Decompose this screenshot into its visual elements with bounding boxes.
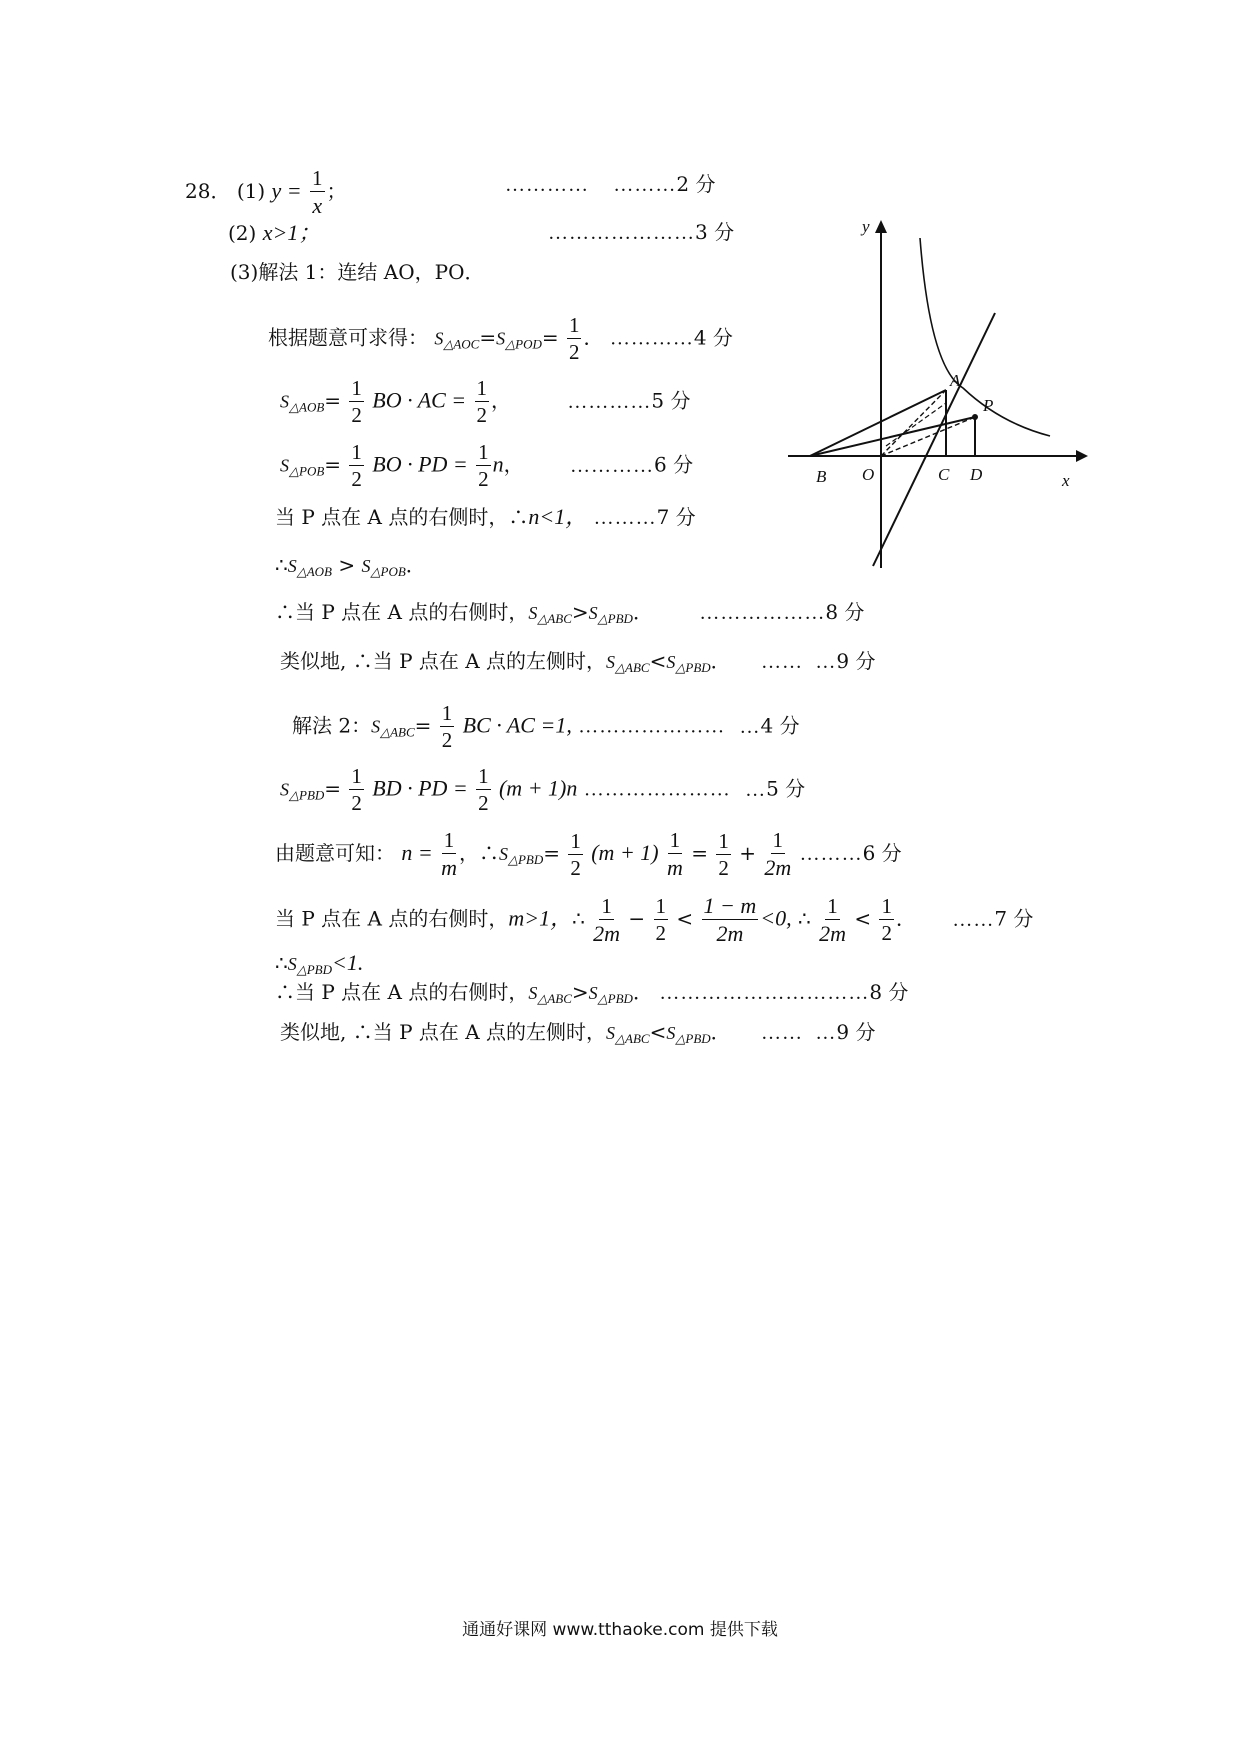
fraction-half: $\frac{1}{2}$ [568,313,580,364]
point-c-label: C [938,465,950,484]
point-b-label: B [816,467,827,486]
y-eq: y = [271,178,302,203]
method2-line: 解法 2：$S_{\triangle ABC}=$ $\frac{1}{2}$ BC · AC =1, ………………… …4 分 [292,701,800,752]
page-footer: 通通好课网 www.tthaoke.com 提供下载 [462,1620,778,1640]
y-axis-arrow [875,220,887,233]
therefore-right-line-2: ∴当 P 点在 A 点的右侧时，$S_{\triangle ABC}>S_{\triangle PBD}$． …………………………8 分 [275,980,909,1006]
score-8a: 8 分 [825,600,865,624]
part1-label: (1) [236,179,266,203]
part2-label: (2) [228,221,257,245]
similar-left-line-2: 类似地, ∴当 P 点在 A 点的左侧时，$S_{\triangle ABC}<S_{\triangle PBD}$． …… …9 分 [280,1020,876,1046]
score-6: 6 分 [653,452,694,477]
y-axis-label: y [862,218,870,236]
score-5b: 5 分 [766,776,806,801]
score-4: 4 分 [693,325,733,350]
segment-bp [810,417,975,456]
part3-label: (3)解法 1：连结 AO，PO． [230,260,485,284]
area-pob-line: $S_{\triangle POB}=$ $\frac{1}{2}$ BO · PD = $\frac{1}{2}$ n， …………6 分 [280,440,694,491]
score-6b: 6 分 [862,841,902,865]
score-line-2: …………………3 分 [548,220,735,244]
line-through-a [873,313,995,566]
when-right-line: 当 P 点在 A 点的右侧时，∴n<1， ………7 分 [275,504,696,529]
part3-line [230,262,484,282]
therefore-right-line-1: ∴当 P 点在 A 点的右侧时，$S_{\triangle ABC}>S_{\triangle PBD}$． ………………8 分 [275,600,865,626]
area-aob-line: $S_{\triangle AOB}=$ $\frac{1}{2}$ BO · AC = $\frac{1}{2}$ ， …………5 分 [280,376,691,427]
compare-aob-pob-line: $\therefore S_{\triangle AOB} > S_{\triangle POB}$． [275,553,426,579]
score-2: 2 分 [676,172,716,196]
score-9b: 9 分 [836,1020,876,1044]
x-gt-1: x>1； [262,220,321,245]
when-right-line-2: 当 P 点在 A 点的右侧时，m>1，∴ $\frac{1}{2m}$ − $\frac{1}{2}$ < $\frac{1 - m}{2m}$ <0, ∴ $\frac{1}{2m}$ < $\frac{1}{2}$ ． ……7 分 [275,893,1034,946]
point-o-label: O [862,465,875,484]
x-axis-arrow [1076,450,1088,462]
score-4b: 4 分 [760,713,800,738]
point-p-label: P [983,396,994,415]
fraction-one-over-x: $\frac{1}{x}$ [312,166,323,218]
x-axis-label: x [1062,471,1070,490]
score-line-1: ………… ………2 分 [505,172,716,196]
dashed-o-a2 [886,403,946,446]
point-d-label: D [970,465,983,484]
dashed-ao [881,390,946,456]
part2-line [228,222,320,244]
score-8b: 8 分 [869,980,909,1004]
coordinate-figure [770,218,1100,578]
segment-ba [810,390,946,456]
score-7b: 7 分 [994,906,1034,931]
score-3: 3 分 [695,220,735,244]
area-pbd-line: $S_{\triangle PBD}=$ $\frac{1}{2}$ BD · PD = $\frac{1}{2}$ (m + 1)n ………………… …5 分 [280,764,806,815]
point-a-label: A [950,371,961,390]
point-p-dot [972,414,978,420]
from-problem-line: 由题意可知： n = $\frac{1}{m}$ ，$\therefore S_{\triangle PBD}=$ $\frac{1}{2}$ (m + 1) $\frac{1}{m}$ = $\frac{1}{2}$ + $\frac{1}{2m}$ ………6 分 [275,828,902,880]
score-7a: 7 分 [656,505,696,529]
score-9a: 9 分 [836,649,876,673]
score-5: 5 分 [651,388,691,413]
spbd-lt-1-line: $\therefore S_{\triangle PBD}<1$. [275,950,364,977]
problem-number: 28． [185,179,231,203]
part1-line: 28． (1) y = $\frac{1}{x}$ ； [185,166,347,218]
similar-left-line-1: 类似地, ∴当 P 点在 A 点的左侧时，$S_{\triangle ABC}<S_{\triangle PBD}$． …… …9 分 [280,649,876,675]
derive-line: 根据题意可求得： $S_{\triangle AOC}=S_{\triangle POD}=$ $\frac{1}{2}$ ． …………4 分 [268,313,733,364]
